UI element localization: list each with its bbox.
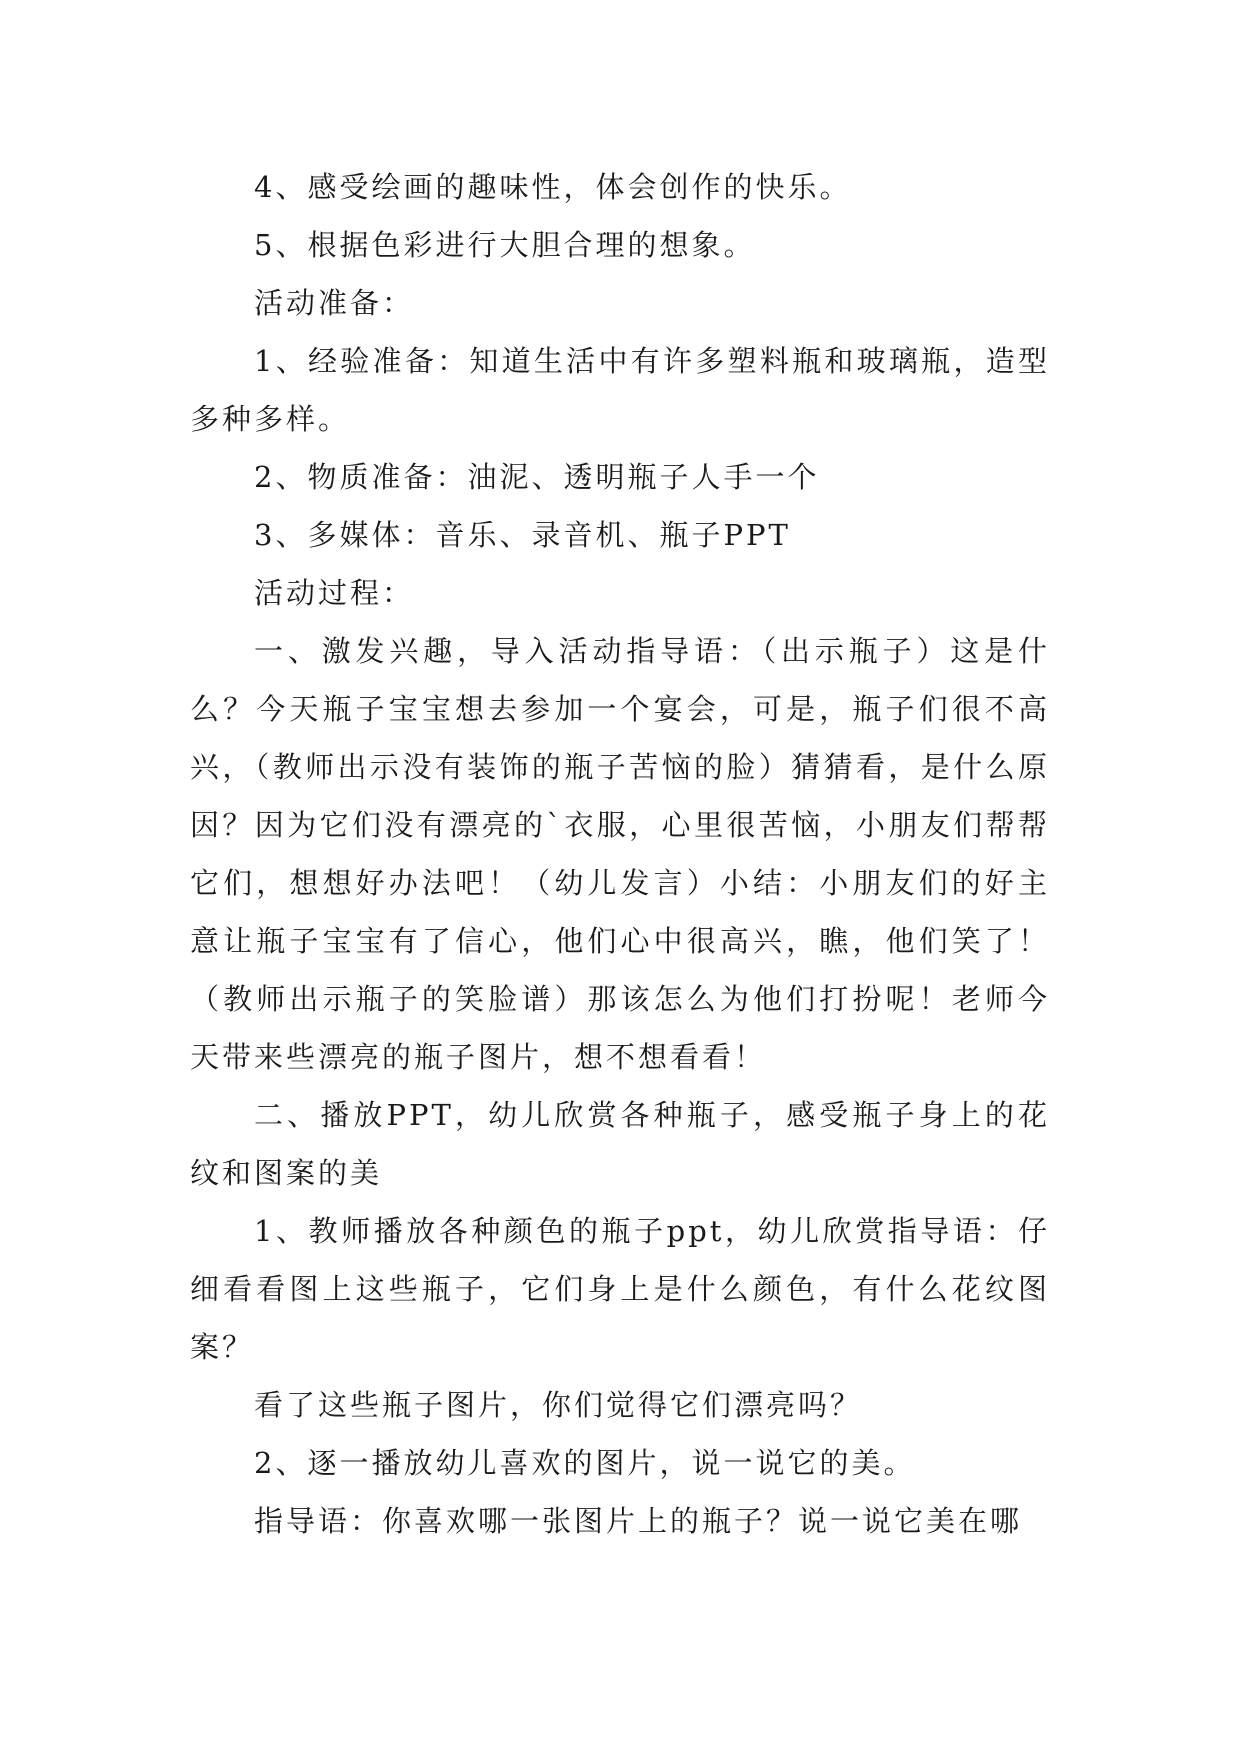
heading-activity-preparation: 活动准备：: [254, 286, 415, 320]
paragraph-prep-experience: 1、经验准备：知道生活中有许多塑料瓶和玻璃瓶，造型多种多样。: [190, 344, 1050, 436]
paragraph-goal-4: 4、感受绘画的趣味性，体会创作的快乐。: [254, 170, 852, 204]
paragraph-step-1: 一、激发兴趣，导入活动指导语：（出示瓶子）这是什么？今天瓶子宝宝想去参加一个宴会，可是，瓶子们很不高兴，（教师出示没有装饰的瓶子苦恼的脸）猜猜看，是什么原因？因为它们没有漂亮的`衣服，心里很苦恼，小朋友们帮帮它们，想想好办法吧！（幼儿发言）小结：小朋友们的好主意让瓶子宝宝有了信心，他们心中很高兴，瞧，他们笑了！（教师出示瓶子的笑脸谱）那该怎么为他们打扮呢！老师今天带来些漂亮的瓶子图片，想不想看看！: [190, 634, 1050, 1074]
paragraph-step-2-2: 2、逐一播放幼儿喜欢的图片，说一说它的美。: [254, 1446, 916, 1480]
paragraph-goal-5: 5、根据色彩进行大胆合理的想象。: [254, 228, 756, 262]
paragraph-step-2: 二、播放PPT，幼儿欣赏各种瓶子，感受瓶子身上的花纹和图案的美: [190, 1098, 1050, 1190]
paragraph-question: 看了这些瓶子图片，你们觉得它们漂亮吗？: [254, 1388, 863, 1422]
heading-activity-process: 活动过程：: [254, 576, 415, 610]
paragraph-step-2-1: 1、教师播放各种颜色的瓶子ppt，幼儿欣赏指导语：仔细看看图上这些瓶子，它们身上是什么颜色，有什么花纹图案？: [190, 1214, 1050, 1364]
paragraph-prep-materials: 2、物质准备：油泥、透明瓶子人手一个: [254, 460, 820, 494]
paragraph-guide: 指导语：你喜欢哪一张图片上的瓶子？说一说它美在哪: [254, 1504, 1023, 1538]
document-body: [190, 158, 1050, 1550]
paragraph-prep-multimedia: 3、多媒体：音乐、录音机、瓶子PPT: [254, 518, 791, 552]
